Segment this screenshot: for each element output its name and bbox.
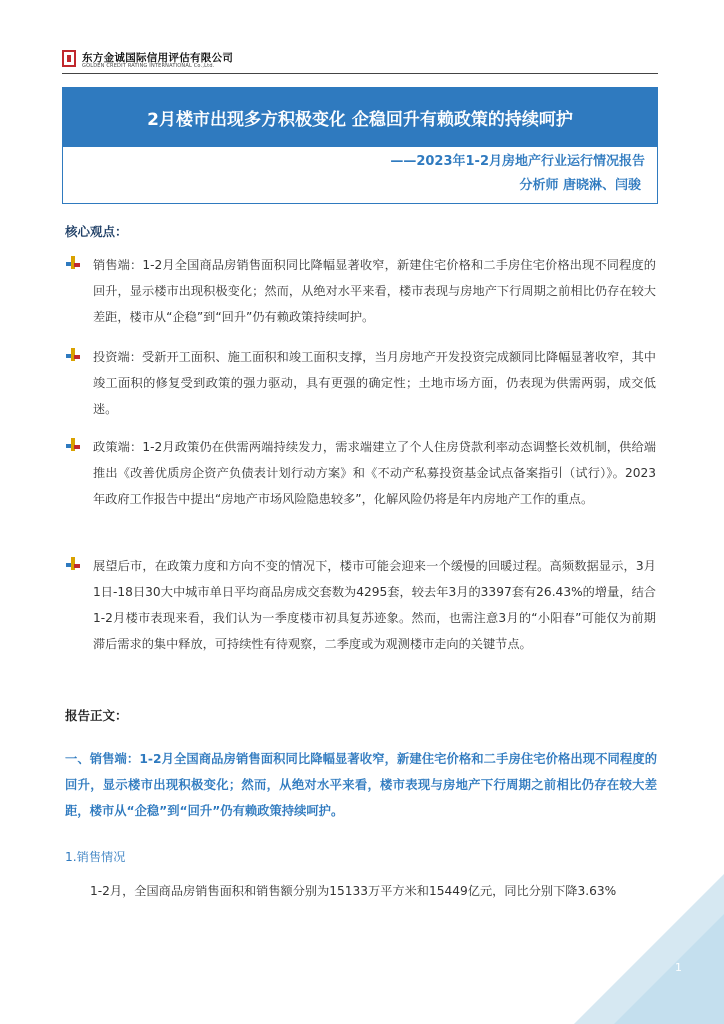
bullet-text: 政策端：1-2月政策仍在供需两端持续发力，需求端建立了个人住房贷款利率动态调整长效机制，供给端推出《改善优质房企资产负债表计划行动方案》和《不动产私募投资基金试点备案指引（试行）》。2023年政府工作报告中提出“房地产市场风险隐患较多”，化解风险仍将是年内房地产工作的重点。 <box>93 440 656 506</box>
analyst-names: 分析师 唐晓淋、闫骏 <box>519 178 641 193</box>
header-divider <box>62 73 658 74</box>
company-logo-icon <box>62 50 76 67</box>
bullet-icon <box>66 256 80 270</box>
bullet-icon <box>66 348 80 362</box>
company-name-en: GOLDEN CREDIT RATING INTERNATIONAL Co.,Ltd. <box>82 63 215 69</box>
corner-decoration <box>554 854 724 1024</box>
report-subtitle: ——2023年1-2月房地产行业运行情况报告 <box>390 154 645 169</box>
core-bullet-policy <box>66 434 656 512</box>
core-bullet-outlook <box>66 553 656 657</box>
core-bullet-investment <box>66 344 656 422</box>
section-1-heading: 一、销售端：1-2月全国商品房销售面积同比降幅显著收窄，新建住宅价格和二手房住宅价格出现不同程度的回升，显示楼市出现积极变化；然而，从绝对水平来看，楼市表现与房地产下行周期之前相比仍存在较大差距，楼市从“企稳”到“回升”仍有赖政策持续呵护。 <box>65 752 657 818</box>
bullet-icon <box>66 557 80 571</box>
core-views-heading: 核心观点： <box>65 224 128 239</box>
report-title: 2月楼市出现多方积极变化 企稳回升有赖政策的持续呵护 <box>147 110 573 130</box>
bullet-text: 销售端：1-2月全国商品房销售面积同比降幅显著收窄，新建住宅价格和二手房住宅价格出现不同程度的回升，显示楼市出现积极变化；然而，从绝对水平来看，楼市表现与房地产下行周期之前相比仍存在较大差距，楼市从“企稳”到“回升”仍有赖政策持续呵护。 <box>93 258 656 324</box>
body-paragraph: 1-2月，全国商品房销售面积和销售额分别为15133万平方米和15449亿元，同比分别下降3.63% <box>90 884 617 898</box>
subsection-sales-heading: 1.销售情况 <box>65 850 126 864</box>
bullet-text: 投资端：受新开工面积、施工面积和竣工面积支撑，当月房地产开发投资完成额同比降幅显著收窄，其中竣工面积的修复受到政策的强力驱动，具有更强的确定性；土地市场方面，仍表现为供需两弱，成交低迷。 <box>93 350 656 416</box>
subtitle-box <box>62 147 658 204</box>
bullet-icon <box>66 438 80 452</box>
company-name-cn: 东方金诚国际信用评估有限公司 <box>82 52 234 64</box>
page-number: 1 <box>675 961 682 974</box>
page-header <box>62 48 662 74</box>
report-body-heading: 报告正文： <box>65 708 128 723</box>
title-banner <box>62 87 658 147</box>
core-bullet-sales <box>66 252 656 330</box>
bullet-text: 展望后市，在政策力度和方向不变的情况下，楼市可能会迎来一个缓慢的回暖过程。高频数据显示，3月1日-18日30大中城市单日平均商品房成交套数为4295套，较去年3月的3397套有26.43%的增量，结合1-2月楼市表现来看，我们认为一季度楼市初具复苏迹象。然而，也需注意3月的“小阳春”可能仅为前期滞后需求的集中释放，可持续性有待观察，二季度或为观测楼市走向的关键节点。 <box>93 559 656 651</box>
